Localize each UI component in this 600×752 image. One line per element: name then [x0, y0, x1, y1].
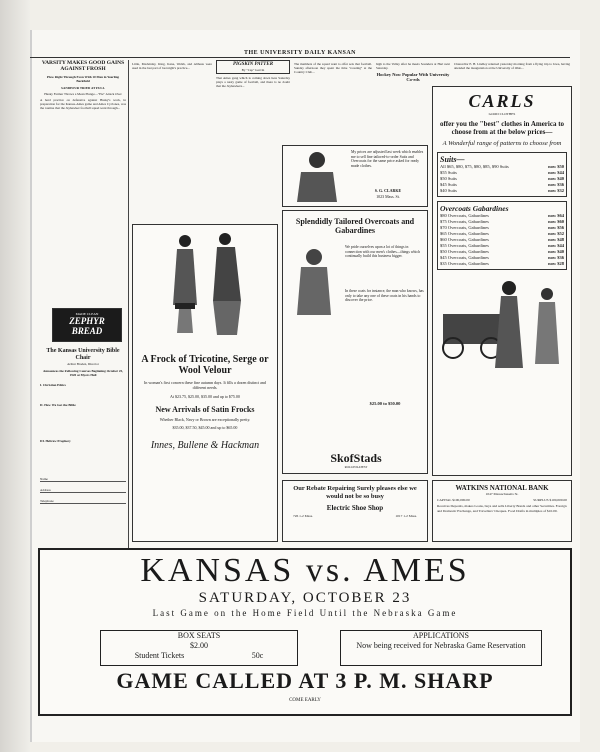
chancellor-column	[454, 60, 570, 88]
clarke-body: My prices are adjusted last week which enables me to sell fine tailored-to-order Suits and Overcoats for the same price asked for ready made clothes.	[351, 150, 424, 168]
frock-prices: At $23.75, $25.00, $35.00 and up to $75.00	[170, 394, 240, 399]
app-title: APPLICATIONS	[412, 631, 469, 640]
skofstad-ad	[282, 210, 428, 474]
suits-box	[437, 152, 567, 197]
suits-desc: $40 Suits	[440, 187, 457, 193]
overcoats-box	[437, 201, 567, 270]
varsity-subhead: Plow Right Through Even With 10 Men in Yearling Backfield	[46, 75, 120, 83]
suits-price: now $50	[548, 163, 564, 169]
tailored-title: Splendidly Tailored Overcoats and Gabardines	[295, 217, 415, 235]
col-rule-1	[128, 60, 129, 550]
overcoats-desc: $55 Overcoats, Gabardines	[440, 242, 489, 248]
tailored-body2: In these coats for instance, the man who knows, has only to take any one of these coats in his hands to discover the price.	[345, 289, 424, 303]
game-called: GAME CALLED AT 3 P. M. SHARP	[116, 668, 494, 693]
bible-item-2: II. How We Got the Bible	[40, 403, 76, 407]
fashion-illustration	[133, 225, 277, 345]
bible-chair-ad	[40, 348, 126, 504]
col2-top	[132, 60, 212, 224]
overcoats-desc: $35 Overcoats, Gabardines	[440, 260, 489, 266]
suits-desc: $45 Suits	[440, 181, 457, 187]
overcoats-price: now $28	[548, 260, 564, 266]
gentleman-figure	[289, 245, 339, 315]
frock-body: In woman's first concern these fine autumn days. It fills a dozen distinct and different needs.	[144, 380, 266, 390]
skofstad-logo: SkofStads	[330, 451, 382, 465]
zephyr-bread-ad	[52, 308, 122, 342]
zephyr-top: MADE CLEAN	[75, 312, 99, 316]
overcoats-desc: $45 Overcoats, Gabardines	[440, 254, 489, 260]
husky-subhead: Husky Farmer Throws a Mean Plunge—"Pie" Attack Over	[44, 92, 122, 96]
overcoats-title: Overcoats Gabardines	[440, 203, 509, 213]
overcoats-price: now $64	[548, 212, 564, 218]
book-spine	[0, 0, 30, 752]
clarke-name: S. G. CLARKE	[374, 188, 402, 193]
bible-filler-2	[40, 409, 126, 435]
col4-body: The members of the squad want to offer sets that football. Sunday afternoon they spent the time "roasting" at the Country Club...	[294, 62, 372, 74]
shoe-line1: Our Rebate Repairing Surely pleases else we would not be so busy	[293, 485, 417, 500]
shoe-addresses	[293, 514, 417, 518]
suits-desc: $50 Suits	[440, 175, 457, 181]
suits-desc: $55 Suits	[440, 169, 457, 175]
overcoats-list	[440, 213, 564, 267]
frock-signature: Innes, Bullene & Hackman	[150, 440, 260, 451]
student-price: 50c	[251, 651, 264, 660]
shoe-addr2: 1017 1-2 Mass.	[395, 514, 417, 518]
tailor-figure	[287, 148, 347, 206]
frock-subtitle: New Arrivals of Satin Frocks	[155, 405, 255, 414]
app-body: Now being received for Nebraska Game Reservation	[356, 641, 526, 650]
sandefur-subhead: SANDEFUR TRIED AT FULL	[61, 86, 105, 90]
frock-ad	[132, 224, 278, 542]
carls-logo: CARLS	[468, 91, 536, 111]
pigskin-body: That Ames gang which is coming down here Saturday plays a nasty game of football, and there is no doubt that the Jayhawkers...	[216, 76, 290, 88]
suits-price: now $32	[548, 187, 564, 193]
suits-price: now $36	[548, 181, 564, 187]
overcoats-price: now $40	[548, 248, 564, 254]
hockey-headline: Hockey Now Popular With University Co-eds	[376, 72, 450, 82]
col4-top	[294, 60, 372, 142]
varsity-body: A hard practice on defensive against Husky's work, in preparation for the Kansas-Ames game and Ames Cyclones, was the routine that the Jayhawker football squad went through...	[40, 98, 126, 110]
applications-box	[340, 630, 542, 666]
overcoats-price: now $56	[548, 224, 564, 230]
overcoats-price: now $52	[548, 230, 564, 236]
watkins-bank-ad	[432, 480, 572, 542]
overcoats-row	[440, 261, 564, 267]
carls-tagline: offer you the "best" clothes in America to choose from at the below prices—	[439, 120, 565, 136]
frock-title: A Frock of Tricotine, Serge or Wool Velour	[141, 354, 269, 376]
kansas-title: KANSAS vs. AMES	[140, 552, 470, 589]
kansas-sub: Last Game on the Home Field Until the Nebraska Game	[152, 608, 458, 618]
student-label: Student Tickets	[134, 651, 185, 660]
kansas-date: SATURDAY, OCTOBER 23	[198, 590, 412, 606]
suits-title: Suits—	[440, 154, 465, 164]
suits-price: now $40	[548, 175, 564, 181]
bible-announce: Announces the Following Courses Beginning October 25, 1920 at Myers Hall	[42, 369, 124, 377]
tailored-body: We pride ourselves upon a lot of things in connection with our men's clothes—things which continually build this business bigger.	[345, 245, 421, 259]
watkins-address: 1047 Massachusetts St.	[485, 492, 519, 496]
suits-list	[440, 164, 564, 194]
col5-body: high to the Valley after he meets Sounders at Hart next Saturday.	[376, 62, 450, 70]
woman-figure-1	[173, 235, 197, 333]
pigskin-title: PIGSKIN PATTER	[232, 62, 274, 67]
zephyr-main: ZEPHYR BREAD	[69, 316, 105, 336]
masthead: THE UNIVERSITY DAILY KANSAN	[30, 50, 570, 58]
overcoats-price: now $48	[548, 236, 564, 242]
overcoats-price: now $44	[548, 242, 564, 248]
pigskin-byline: By "Cap" Garvin	[241, 68, 265, 72]
carls-logo-sub: GOOD CLOTHES	[488, 112, 516, 116]
watkins-capital: CAPITAL $100,000.00	[437, 498, 470, 502]
box-seats	[100, 630, 298, 666]
pigskin-box	[216, 60, 290, 74]
kansas-ames-ad	[38, 548, 572, 716]
overcoats-price: now $60	[548, 218, 564, 224]
carls-car-illustration	[437, 274, 569, 380]
bible-filler-1	[40, 389, 126, 399]
field-telephone: Telephone	[40, 499, 126, 504]
chancellor-body: Chancellor E. H. Lindley returned yesterday morning from a flying trip to Iowa, having attended the inauguration at the University of Ohio...	[454, 62, 570, 70]
come-early: COME EARLY	[289, 698, 321, 703]
watkins-title: WATKINS NATIONAL BANK	[455, 484, 549, 492]
watkins-surplus: SURPLUS $100,000.00	[533, 498, 567, 502]
watkins-capital-row	[437, 498, 567, 502]
field-name: Name	[40, 477, 126, 482]
frock-prices2: $35.00, $37.50, $45.00 and up to $65.00	[172, 425, 238, 430]
overcoats-desc: $80 Overcoats, Gabardines	[440, 212, 489, 218]
bible-filler-3	[40, 445, 126, 473]
overcoats-desc: $60 Overcoats, Gabardines	[440, 236, 489, 242]
overcoats-price: now $36	[548, 254, 564, 260]
col2-body: Little, Mackinlay, King, Kane, Welsh, and Althaus were used in the last part of last night's practice...	[132, 62, 212, 70]
shoe-shop-ad	[282, 480, 428, 542]
watkins-body: Receives Deposits, makes Loans, buys and sells Liberty Bonds and other Securities. Foreign and Domestic Exchange, and Travellers' Cheques. Food Drafts in multiples of $10.00.	[437, 504, 567, 513]
clarke-tailor-ad	[282, 145, 428, 207]
box-price: $2.00	[190, 641, 208, 650]
frock-body2: Whether Black, Navy or Brown are exceptionally pretty.	[159, 417, 251, 422]
overcoats-desc: $50 Overcoats, Gabardines	[440, 248, 489, 254]
carls-tagline2: A Wonderful range of patterns to choose from	[442, 140, 562, 147]
pigskin-patter	[216, 60, 290, 228]
student-row	[101, 651, 297, 661]
col1	[40, 60, 126, 240]
shoe-addr1: 726 1-2 Mass.	[293, 514, 313, 518]
overcoats-desc: $65 Overcoats, Gabardines	[440, 230, 489, 236]
carls-clothes-ad	[432, 86, 572, 476]
field-address: Address	[40, 488, 126, 493]
woman-figure-2	[213, 233, 241, 335]
skofstad-sub: ROLLIN RATEST	[344, 465, 368, 469]
bible-item-3: III. Hebrew Prophecy	[40, 439, 71, 443]
bible-title: The Kansas University Bible Chair	[46, 348, 120, 361]
box-title: BOX SEATS	[177, 631, 221, 640]
overcoats-desc: $75 Overcoats, Gabardines	[440, 218, 489, 224]
overcoats-desc: $70 Overcoats, Gabardines	[440, 224, 489, 230]
bible-sub: Arthur Braden, Director	[67, 362, 99, 366]
suits-desc: All $65, $80, $75, $80, $85, $90 Suits	[440, 163, 509, 169]
varsity-headline: VARSITY MAKES GOOD GAINS AGAINST FROSH	[41, 60, 125, 72]
bible-item-1: I. Christian Ethics	[40, 383, 66, 387]
shoe-name: Electric Shoe Shop	[326, 504, 384, 512]
suits-row	[440, 188, 564, 194]
tailored-price: $25.00 to $50.00	[369, 401, 401, 406]
clarke-address: 1023 Mass. St.	[376, 194, 400, 199]
suits-price: now $44	[548, 169, 564, 175]
